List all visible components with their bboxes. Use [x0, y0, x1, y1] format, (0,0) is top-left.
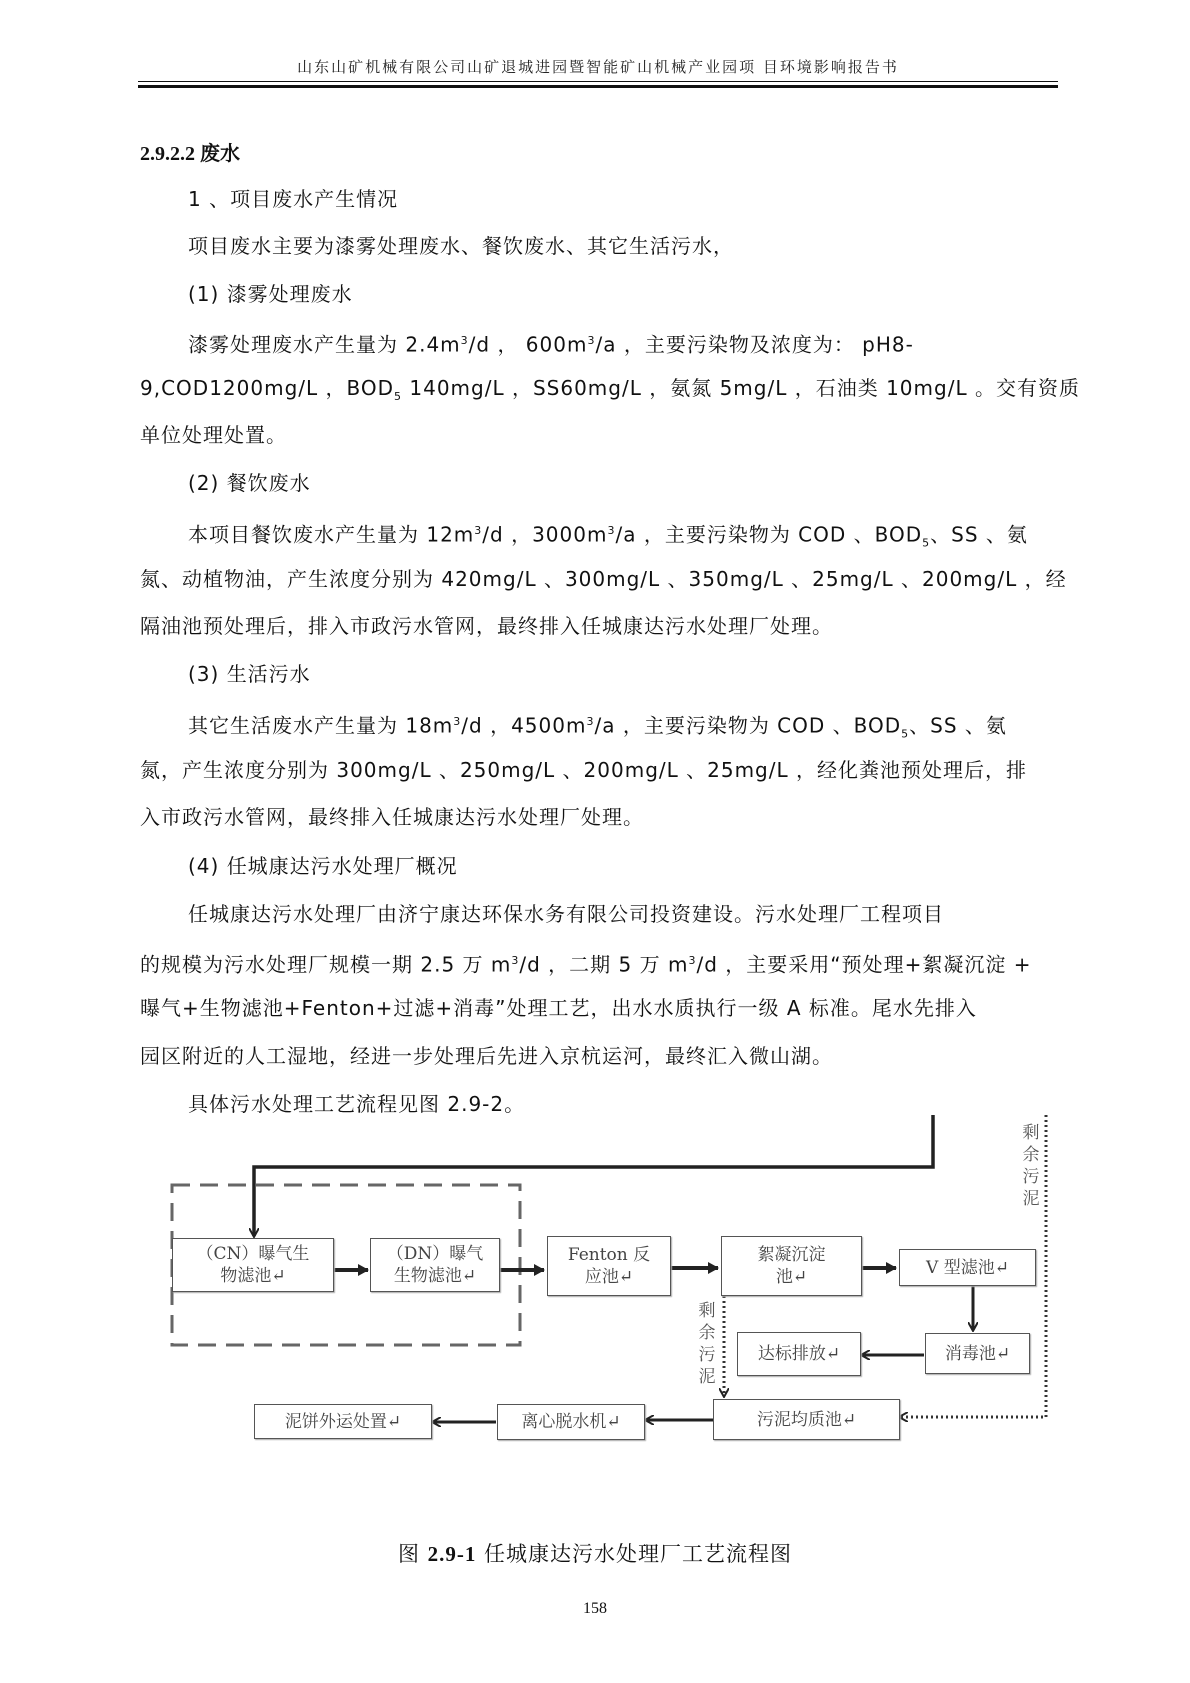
plant-line-4: 园区附近的人工湿地，经进一步处理后先进入京杭运河，最终汇入微山湖。 [140, 1044, 833, 1068]
intro-paragraph: 项目废水主要为漆雾处理废水、餐饮废水、其它生活污水， [188, 234, 734, 258]
section-heading: 2.9.2.2 废水 [140, 143, 240, 165]
header-rule-thin [138, 81, 1058, 82]
box-dn-biofilter: （DN）曝气 生物滤池↵ [370, 1238, 500, 1292]
paint-mist-line-1: 漆雾处理废水产生量为 $2.4m^3/d$ ， $600m^3/a$ ，主要污染物及浓度为： pH8- [188, 332, 914, 357]
label-residual-sludge-mid: 剩 余 污 泥 [698, 1301, 716, 1387]
domestic-line-2: 氮，产生浓度分别为 300mg/L 、250mg/L 、200mg/L 、25mg/L ，经化粪池预处理后，排 [140, 758, 1027, 782]
box-fenton-reactor: Fenton 反 应池↵ [547, 1236, 671, 1296]
box-cn-biofilter: （CN）曝气生 物滤池↵ [172, 1238, 334, 1292]
domestic-line-3: 入市政污水管网，最终排入任城康达污水处理厂处理。 [140, 805, 644, 829]
catering-title: (2) 餐饮废水 [188, 471, 311, 495]
box-disinfection-tank: 消毒池↵ [925, 1333, 1030, 1374]
box-sludge-homogenization: 污泥均质池↵ [713, 1399, 900, 1440]
box-flocculation-sedimentation: 絮凝沉淀 池↵ [721, 1236, 862, 1296]
paint-mist-line-3: 单位处理处置。 [140, 423, 287, 447]
box-compliant-discharge: 达标排放↵ [737, 1332, 861, 1376]
plant-title: (4) 任城康达污水处理厂概况 [188, 854, 458, 878]
running-header: 山东山矿机械有限公司山矿退城进园暨智能矿山机械产业园项 目环境影响报告书 [297, 58, 899, 76]
header-rule-thick [138, 85, 1058, 88]
subheading: 1 、项目废水产生情况 [188, 187, 399, 211]
catering-line-2: 氮、动植物油，产生浓度分别为 420mg/L 、300mg/L 、350mg/L 、25mg/L 、200mg/L ，经 [140, 567, 1067, 591]
plant-line-1: 任城康达污水处理厂由济宁康达环保水务有限公司投资建设。污水处理厂工程项目 [188, 902, 944, 926]
page-number: 158 [583, 1600, 607, 1617]
figure-caption: 图 2.9-1 任城康达污水处理厂工艺流程图 [397, 1542, 793, 1566]
plant-line-2: 的规模为污水处理厂规模一期 2.5 万 $m^3/d$ ，二期 5 万 $m^3/d$ ，主要采用“预处理+絮凝沉淀 + [140, 952, 1032, 977]
box-v-filter: V 型滤池↵ [899, 1249, 1036, 1286]
catering-line-3: 隔油池预处理后，排入市政污水管网，最终排入任城康达污水处理厂处理。 [140, 614, 833, 638]
catering-line-1: 本项目餐饮废水产生量为 $12m^3/d$ ，$3000m^3/a$ ，主要污染物为 COD 、$BOD_5$、SS 、氨 [188, 522, 1028, 550]
figure-reference: 具体污水处理工艺流程见图 2.9-2。 [188, 1092, 526, 1116]
paint-mist-line-2: 9,COD1200mg/L ，$BOD_5$ 140mg/L ，SS60mg/L ，氨氮 5mg/L ，石油类 10mg/L 。交有资质 [140, 376, 1080, 403]
inflow-line [254, 1115, 933, 1236]
domestic-line-1: 其它生活废水产生量为 $18m^3/d$ ，$4500m^3/a$ ，主要污染物为 COD 、$BOD_5$、SS 、氨 [188, 713, 1007, 741]
plant-line-3: 曝气+生物滤池+Fenton+过滤+消毒”处理工艺，出水水质执行一级 A 标准。尾水先排入 [140, 996, 977, 1020]
box-sludge-cake-disposal: 泥饼外运处置↵ [254, 1404, 432, 1439]
paint-mist-title: (1) 漆雾处理废水 [188, 282, 353, 306]
label-residual-sludge-right: 剩 余 污 泥 [1022, 1123, 1040, 1209]
box-centrifuge-dewatering: 离心脱水机↵ [497, 1404, 645, 1440]
domestic-title: (3) 生活污水 [188, 662, 311, 686]
